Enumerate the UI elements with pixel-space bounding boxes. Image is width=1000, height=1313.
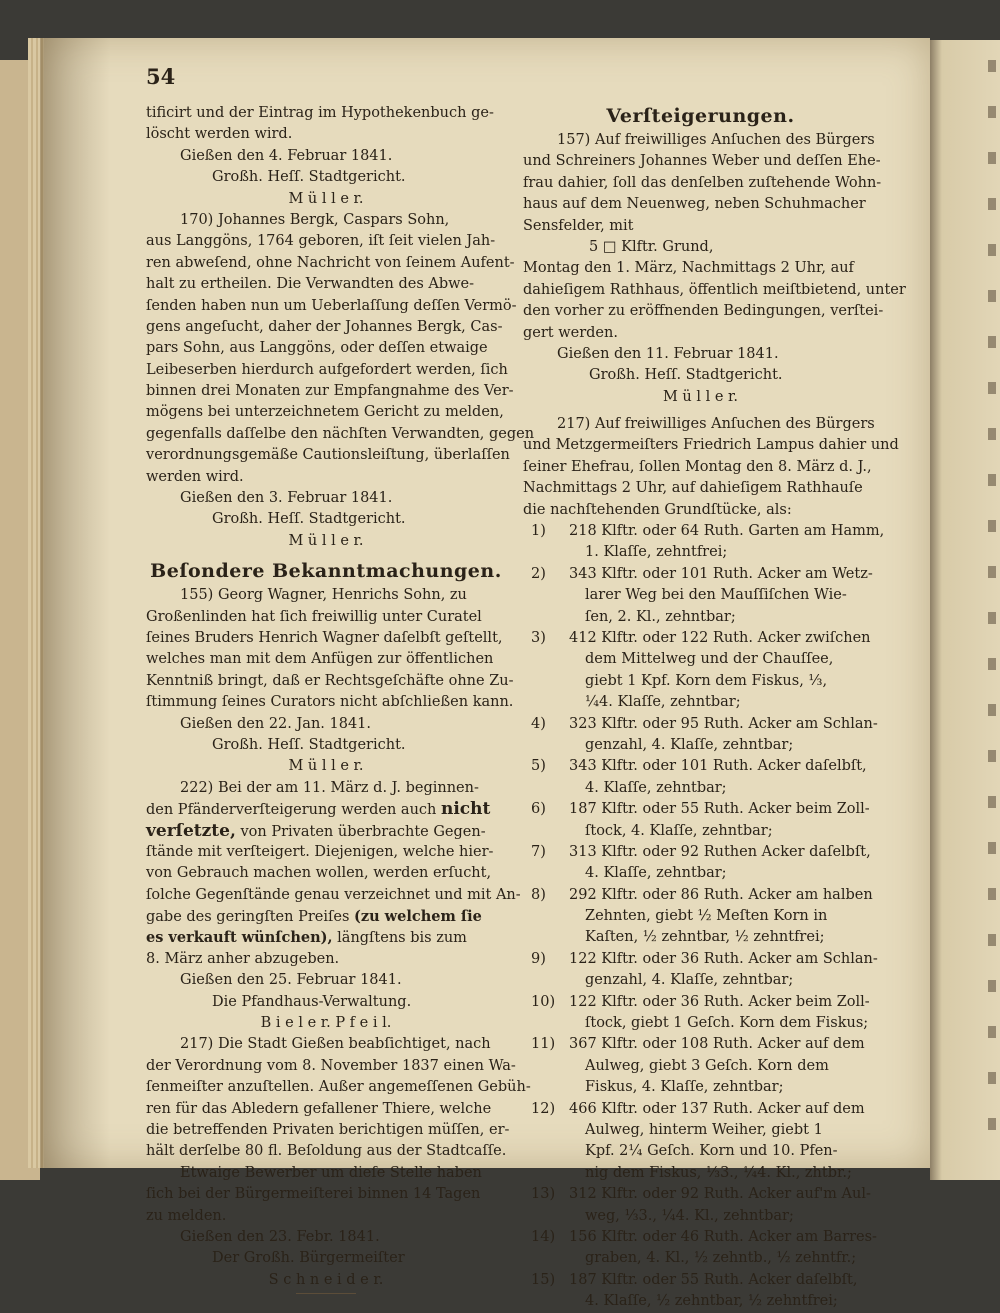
plot-line: Zehnten, giebt ½ Meſten Korn in xyxy=(585,908,828,925)
text-line: ſich bei der Bürgermeiſterei binnen 14 Tagen xyxy=(146,1186,481,1203)
text-line xyxy=(146,821,506,842)
notice-155 xyxy=(146,585,514,713)
notice-222 xyxy=(146,778,521,971)
text-line: ren für das Abledern gefallener Thiere, welche xyxy=(146,1100,492,1117)
plot-item xyxy=(523,992,878,1035)
text-line: den vorher zu eröffnenden Bedingungen, verſtei- xyxy=(523,303,884,320)
plot-line: Aulweg, giebt 3 Geſch. Korn dem xyxy=(585,1057,829,1074)
left-column xyxy=(146,103,535,1294)
plot-line: ſen, 2. Kl., zehntbar; xyxy=(585,608,736,625)
bold-run: nicht xyxy=(440,799,491,820)
text-line: ſeiner Ehefrau, ſollen Montag den 8. März d. J., xyxy=(523,458,872,475)
text-line: 217) Die Stadt Gießen beabſichtiget, nach xyxy=(180,1036,491,1053)
plot-line: 312 Klftr. oder 92 Ruth. Acker auf'm Aul- xyxy=(569,1186,871,1203)
court-name: Großh. Heſſ. Stadtgericht. xyxy=(212,511,406,528)
text-line: 8. März anher abzugeben. xyxy=(146,950,340,967)
right-column xyxy=(523,103,906,1312)
text-line: ſtimmung ſeines Curators nicht abſchließen kann. xyxy=(146,694,514,711)
text-line: 157) Auf freiwilliges Anſuchen des Bürgers xyxy=(557,132,875,148)
plot-line: 343 Klftr. oder 101 Ruth. Acker am Wetz- xyxy=(569,565,873,582)
signer: S c h n e i d e r. xyxy=(268,1271,384,1288)
plot-number: 6) xyxy=(531,801,546,818)
plot-line: 1. Klaſſe, zehntfrei; xyxy=(585,544,728,561)
text-line: und Metzgermeiſters Friedrich Lampus dahier und xyxy=(523,437,899,454)
text-line: werden wird. xyxy=(146,468,244,485)
text-line: Montag den 1. März, Nachmittags 2 Uhr, auf xyxy=(523,260,854,277)
plot-line: 4. Klaſſe, zehntbar; xyxy=(585,779,727,796)
plot-item xyxy=(523,756,878,799)
text-line: die betreffenden Privaten berichtigen müſſen, er- xyxy=(146,1121,510,1138)
plot-line: Kpf. 2¼ Geſch. Korn und 10. Pfen- xyxy=(585,1143,838,1160)
text-line xyxy=(146,927,506,948)
text-line xyxy=(146,799,506,820)
plot-number: 12) xyxy=(531,1100,556,1117)
plot-number: 8) xyxy=(531,886,546,903)
plot-line: ¼4. Klaſſe, zehntbar; xyxy=(585,694,741,711)
signer: M ü l l e r. xyxy=(288,532,364,549)
plot-line: ſtock, 4. Klaſſe, zehntbar; xyxy=(585,822,773,839)
signer: M ü l l e r. xyxy=(288,758,364,775)
plot-line: graben, 4. Kl., ½ zehntb., ½ zehntfr.; xyxy=(585,1250,857,1267)
plot-line: 122 Klftr. oder 36 Ruth. Acker am Schlan- xyxy=(569,950,878,967)
text-line: 5 □ Klftr. Grund, xyxy=(589,238,714,255)
signer: B i e l e r. P f e i l. xyxy=(260,1015,392,1032)
text-line: frau dahier, ſoll das denſelben zuſtehende Wohn- xyxy=(523,174,882,191)
plot-number: 10) xyxy=(531,993,556,1010)
text-line: und Schreiners Johannes Weber und deſſen Ehe- xyxy=(523,153,881,170)
notice-157 xyxy=(523,130,906,344)
plot-line: 466 Klftr. oder 137 Ruth. Acker auf dem xyxy=(569,1100,865,1117)
plot-item xyxy=(523,1099,878,1185)
plot-line: 218 Klftr. oder 64 Ruth. Garten am Hamm, xyxy=(569,523,885,540)
plot-item xyxy=(523,842,878,885)
plot-line: nig dem Fiskus, ⅓3., ¼4. Kl., zhtbr.; xyxy=(585,1164,852,1181)
bold-run: es verkauft wünſchen), xyxy=(146,929,333,947)
signer: M ü l l e r. xyxy=(288,190,364,207)
plot-line: 412 Klftr. oder 122 Ruth. Acker zwiſchen xyxy=(569,629,871,646)
dateline: Gießen den 22. Jan. 1841. xyxy=(180,715,372,732)
admin-name: Die Pfandhaus-Verwaltung. xyxy=(212,993,412,1010)
text-line: gens angeſucht, daher der Johannes Bergk, Cas- xyxy=(146,318,503,335)
text-line: die nachſtehenden Grundſtücke, als: xyxy=(523,501,792,518)
text-line: ſenden haben nun um Ueberlaſſung deſſen Vermö- xyxy=(146,297,517,314)
plot-line: giebt 1 Kpf. Korn dem Fiskus, ⅓, xyxy=(585,672,828,689)
plot-item xyxy=(523,949,878,992)
page-number: 54 xyxy=(146,64,176,89)
dateline: Gießen den 23. Febr. 1841. xyxy=(180,1228,380,1245)
text-line: dahieſigem Rathhaus, öffentlich meiſtbietend, unter xyxy=(523,281,906,298)
section-heading: Beſondere Bekanntmachungen. xyxy=(150,560,502,583)
text-line: Leibeserben hierdurch aufgefordert werden, ſich xyxy=(146,361,508,378)
text-line: ſolche Gegenſtände genau verzeichnet und mit An- xyxy=(146,886,521,903)
text-line: mögens bei unterzeichnetem Gericht zu melden, xyxy=(146,404,504,421)
plot-line: weg, ⅓3., ¼4. Kl., zehntbar; xyxy=(585,1207,794,1224)
plot-line: 4. Klaſſe, zehntbar; xyxy=(585,865,727,882)
plot-number: 11) xyxy=(531,1036,556,1053)
text-line: gert werden. xyxy=(523,324,618,341)
text-line: ren abweſend, ohne Nachricht von ſeinem Aufent- xyxy=(146,254,515,271)
plot-item xyxy=(523,628,878,714)
section-heading: Verſteigerungen. xyxy=(606,105,795,127)
plot-line: Aulweg, hinterm Weiher, giebt 1 xyxy=(585,1121,823,1138)
notice-217-auction xyxy=(523,414,899,521)
plot-number: 4) xyxy=(531,715,546,732)
text-line: ſenmeiſter anzuſtellen. Außer angemeſſenen Gebüh- xyxy=(146,1079,531,1096)
plot-line: 343 Klftr. oder 101 Ruth. Acker daſelbſt, xyxy=(569,758,867,775)
text-run: längſtens bis zum xyxy=(337,930,467,947)
text-line: pars Sohn, aus Langgöns, oder deſſen etwaige xyxy=(146,340,488,357)
text-line: tificirt und der Eintrag im Hypothekenbuch ge- xyxy=(146,105,494,121)
court-name: Großh. Heſſ. Stadtgericht. xyxy=(589,367,783,384)
text-line: Sensfelder, mit xyxy=(523,217,634,234)
text-line: 155) Georg Wagner, Henrichs Sohn, zu xyxy=(180,587,467,604)
plot-item xyxy=(523,564,878,628)
plot-item xyxy=(523,1184,878,1227)
plot-line: Fiskus, 4. Klaſſe, zehntbar; xyxy=(585,1079,784,1096)
text-line: 217) Auf freiwilliges Anſuchen des Bürgers xyxy=(557,416,875,433)
text-line: ſtände mit verſteigert. Diejenigen, welche hier- xyxy=(146,843,494,860)
text-line: Nachmittags 2 Uhr, auf dahieſigem Rathhauſe xyxy=(523,480,863,497)
dateline: Gießen den 3. Februar 1841. xyxy=(180,490,393,507)
text-line: 222) Bei der am 11. März d. J. beginnen- xyxy=(180,779,479,796)
text-line: der Verordnung vom 8. November 1837 einen Wa- xyxy=(146,1057,516,1074)
dateline: Gießen den 4. Februar 1841. xyxy=(180,147,393,164)
notice-217-waste-master xyxy=(146,1034,531,1227)
plot-line: genzahl, 4. Klaſſe, zehntbar; xyxy=(585,972,794,989)
plot-line: ſtock, giebt 1 Geſch. Korn dem Fiskus; xyxy=(585,1015,869,1032)
text-line: welches man mit dem Anfügen zur öffentlichen xyxy=(146,651,494,668)
text-line: haus auf dem Neuenweg, neben Schuhmacher xyxy=(523,196,866,213)
text-run: von Privaten überbrachte Gegen- xyxy=(240,823,486,840)
plot-number: 3) xyxy=(531,629,546,646)
signer: M ü l l e r. xyxy=(662,388,739,405)
plot-line: larer Weg bei den Mauſſiſchen Wie- xyxy=(585,587,847,604)
bold-run: verſetzte, xyxy=(146,820,236,841)
text-run: den Pfänderverſteigerung werden auch xyxy=(146,802,437,819)
text-line: Kenntniß bringt, daß er Rechtsgeſchäfte ohne Zu- xyxy=(146,672,514,689)
text-line xyxy=(146,906,506,927)
text-line: aus Langgöns, 1764 geboren, iſt ſeit vielen Jah- xyxy=(146,233,496,250)
plot-line: 122 Klftr. oder 36 Ruth. Acker beim Zoll- xyxy=(569,993,870,1010)
text-run: gabe des geringſten Preiſes xyxy=(146,909,350,926)
plot-item xyxy=(523,1227,878,1270)
text-line: binnen drei Monaten zur Empfangnahme des Ver- xyxy=(146,383,514,400)
end-rule xyxy=(296,1293,356,1294)
plot-number: 2) xyxy=(531,565,546,582)
plot-line: 323 Klftr. oder 95 Ruth. Acker am Schlan- xyxy=(569,715,878,732)
dateline: Gießen den 25. Februar 1841. xyxy=(180,972,402,989)
plot-number: 14) xyxy=(531,1228,556,1245)
text-line: halt zu ertheilen. Die Verwandten des Abwe- xyxy=(146,276,475,293)
notice-170 xyxy=(146,210,535,488)
plot-line: 292 Klftr. oder 86 Ruth. Acker am halben xyxy=(569,886,873,903)
plot-line: 187 Klftr. oder 55 Ruth. Acker daſelbſt, xyxy=(569,1271,858,1288)
plot-item xyxy=(523,1034,878,1098)
plot-line: 4. Klaſſe, ½ zehntbar, ½ zehntfrei; xyxy=(585,1293,838,1310)
text-line: löscht werden wird. xyxy=(146,126,293,143)
plot-number: 5) xyxy=(531,758,546,775)
text-line: 170) Johannes Bergk, Caspars Sohn, xyxy=(180,211,450,228)
plot-line: 156 Klftr. oder 46 Ruth. Acker am Barres- xyxy=(569,1228,877,1245)
plot-number: 15) xyxy=(531,1271,556,1288)
text-line: gegenfalls daſſelbe den nächſten Verwandten, gegen xyxy=(146,425,535,442)
plot-line: genzahl, 4. Klaſſe, zehntbar; xyxy=(585,736,794,753)
text-line: zu melden. xyxy=(146,1207,227,1224)
text-line: Großenlinden hat ſich freiwillig unter Curatel xyxy=(146,608,482,625)
plot-line: 313 Klftr. oder 92 Ruthen Acker daſelbſt, xyxy=(569,843,871,860)
plot-item xyxy=(523,521,885,564)
dateline: Gießen den 11. Februar 1841. xyxy=(557,345,779,362)
plot-line: 367 Klftr. oder 108 Ruth. Acker auf dem xyxy=(569,1036,865,1053)
plot-item xyxy=(523,714,878,757)
text-line: ſeines Bruders Henrich Wagner daſelbſt geſtellt, xyxy=(146,629,503,646)
plot-item xyxy=(523,799,878,842)
court-name: Großh. Heſſ. Stadtgericht. xyxy=(212,736,406,753)
bold-run: (zu welchem ſie xyxy=(354,908,482,926)
facing-page-text-fragments xyxy=(988,60,1000,1160)
plot-number: 13) xyxy=(531,1186,556,1203)
gutter-shadow xyxy=(40,38,110,1168)
plot-number: 9) xyxy=(531,950,546,967)
plot-line: Kaſten, ½ zehntbar, ½ zehntfrei; xyxy=(585,929,825,946)
plot-number: 1) xyxy=(531,523,546,540)
plot-item xyxy=(523,1270,878,1313)
plot-number: 7) xyxy=(531,843,546,860)
court-name: Großh. Heſſ. Stadtgericht. xyxy=(212,169,406,186)
text-line: von Gebrauch machen wollen, werden erſucht, xyxy=(146,865,492,882)
text-line: verordnungsgemäße Cautionsleiſtung, überlaſſen xyxy=(146,447,510,464)
plot-line: dem Mittelweg und der Chauſſee, xyxy=(585,651,834,668)
plot-line: 187 Klftr. oder 55 Ruth. Acker beim Zoll- xyxy=(569,801,870,818)
admin-name: Der Großh. Bürgermeiſter xyxy=(212,1250,405,1267)
text-line: hält derſelbe 80 fl. Beſoldung aus der Stadtcaſſe. xyxy=(146,1143,507,1160)
plot-item xyxy=(523,885,878,949)
text-line: Etwaige Bewerber um dieſe Stelle haben xyxy=(180,1164,482,1181)
plot-list xyxy=(523,521,885,1312)
